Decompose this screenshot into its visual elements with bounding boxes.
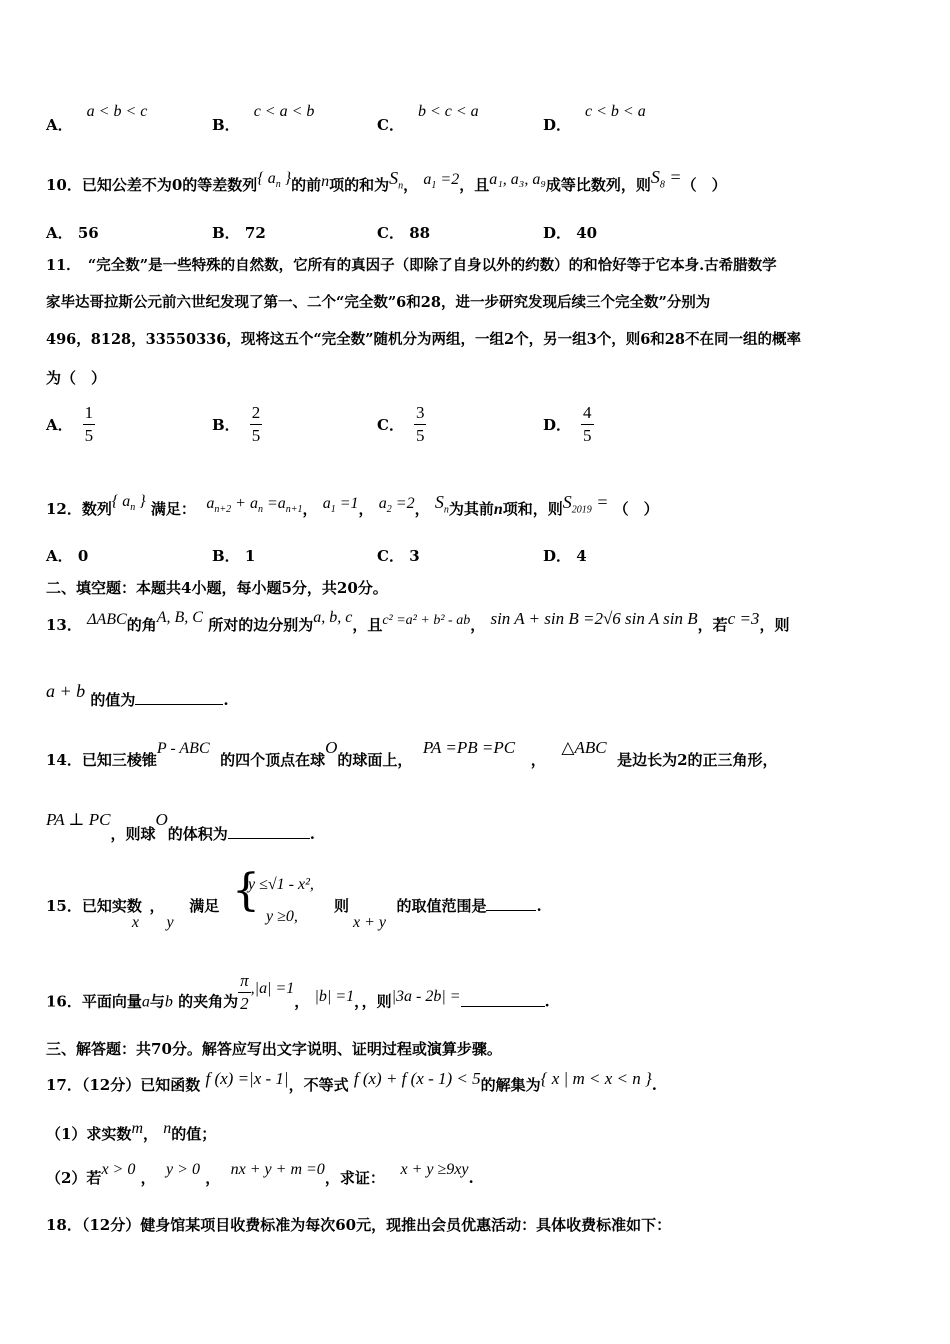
question-14: 14．已知三棱锥P - ABC 的四个顶点在球O的球面上， PA =PB =PC ， △ABC 是边长为2的正三角形， bbox=[46, 738, 778, 769]
question-12: 12．数列{ $a_n$ } 满足： $a_{n+2} + a_n =a_{n+1}$， $a_1 =1$， $a_2 =2$， $S_n$为其前n项和，则$S_{2019}$ = （ ） bbox=[46, 492, 659, 518]
section-3-heading: 三、解答题：共70分。解答应写出文字说明、证明过程或演算步骤。 bbox=[46, 1040, 502, 1058]
q11-option-c: C． $\frac{3}{5}$ bbox=[377, 403, 425, 445]
q9-option-a: A．a < b < c bbox=[46, 103, 148, 134]
q9-option-c: C．b < c < a bbox=[377, 103, 479, 134]
question-18: 18．（12分）健身馆某项目收费标准为每次60元，现推出会员优惠活动：具体收费标准如下： bbox=[46, 1216, 672, 1234]
q12-option-d: D． 4 bbox=[543, 547, 587, 565]
q11-option-a: A． $\frac{1}{5}$ bbox=[46, 403, 94, 445]
q9-option-d: D．c < b < a bbox=[543, 103, 646, 134]
question-17: 17．（12分）已知函数 f (x) =|x - 1|，不等式 f (x) + f (x - 1) < 5的解集为{ x | m < x < n }. bbox=[46, 1069, 657, 1094]
question-16: 16．平面向量a与b 的夹角为 $\frac{\pi}{2}$ ,|a| =1， |b| =1，，则|3a - 2b| = . bbox=[46, 971, 550, 1013]
question-17-part-1: （1）求实数m， n的值； bbox=[46, 1120, 217, 1143]
section-2-heading: 二、填空题：本题共4小题，每小题5分，共20分。 bbox=[46, 579, 388, 597]
question-17-part-2: （2）若x > 0 ， y > 0 ， nx + y + m =0，求证： x + y ≥9xy. bbox=[46, 1161, 474, 1187]
question-13-line-2: a + b 的值为 . bbox=[46, 681, 229, 709]
question-11-line-3: 496，8128，33550336，现将这五个“完全数”随机分为两组，一组2个，另一组3个，则6和28不在同一组的概率 bbox=[46, 331, 801, 348]
q12-option-b: B． 1 bbox=[212, 547, 256, 565]
question-13: 13． ΔABC的角A, B, C 所对的边分别为a, b, c，且c² =a² + b² - ab， sin A + sin B =2√6 sin A sin B，若c =3，则 bbox=[46, 609, 790, 634]
question-15: 15．已知实数x ，y 满足 bbox=[46, 897, 220, 931]
q12-option-c: C． 3 bbox=[377, 547, 420, 565]
question-11-line-1: 11． “完全数”是一些特殊的自然数，它所有的真因子（即除了自身以外的约数）的和恰好等于它本身.古希腊数学 bbox=[46, 257, 777, 274]
left-brace-icon: { bbox=[232, 865, 260, 916]
q10-option-d: D． 40 bbox=[543, 224, 598, 242]
question-10: 10．已知公差不为0的等差数列{ $a_n$ }的前n项的和为$S_n$， $a_1 =2$，且a₁, a₃, a₉成等比数列，则$S_8$ =（ ） bbox=[46, 167, 727, 194]
question-11-line-4: 为（ ） bbox=[46, 369, 107, 387]
question-14-line-2: PA ⊥ PC，则球O的体积为 . bbox=[46, 810, 316, 843]
q10-option-a: A． 56 bbox=[46, 224, 99, 242]
q11-option-b: B． $\frac{2}{5}$ bbox=[212, 403, 261, 445]
question-11-line-2: 家毕达哥拉斯公元前六世纪发现了第一、二个“完全数”6和28，进一步研究发现后续三个完全数”分别为 bbox=[46, 294, 711, 311]
q9-option-b: B．c < a < b bbox=[212, 103, 315, 134]
q11-option-d: D． $\frac{4}{5}$ bbox=[543, 403, 592, 445]
q12-option-a: A． 0 bbox=[46, 547, 89, 565]
q10-option-c: C． 88 bbox=[377, 224, 431, 242]
q10-option-b: B． 72 bbox=[212, 224, 266, 242]
question-15-tail: 则x + y 的取值范围是 . bbox=[334, 897, 542, 931]
